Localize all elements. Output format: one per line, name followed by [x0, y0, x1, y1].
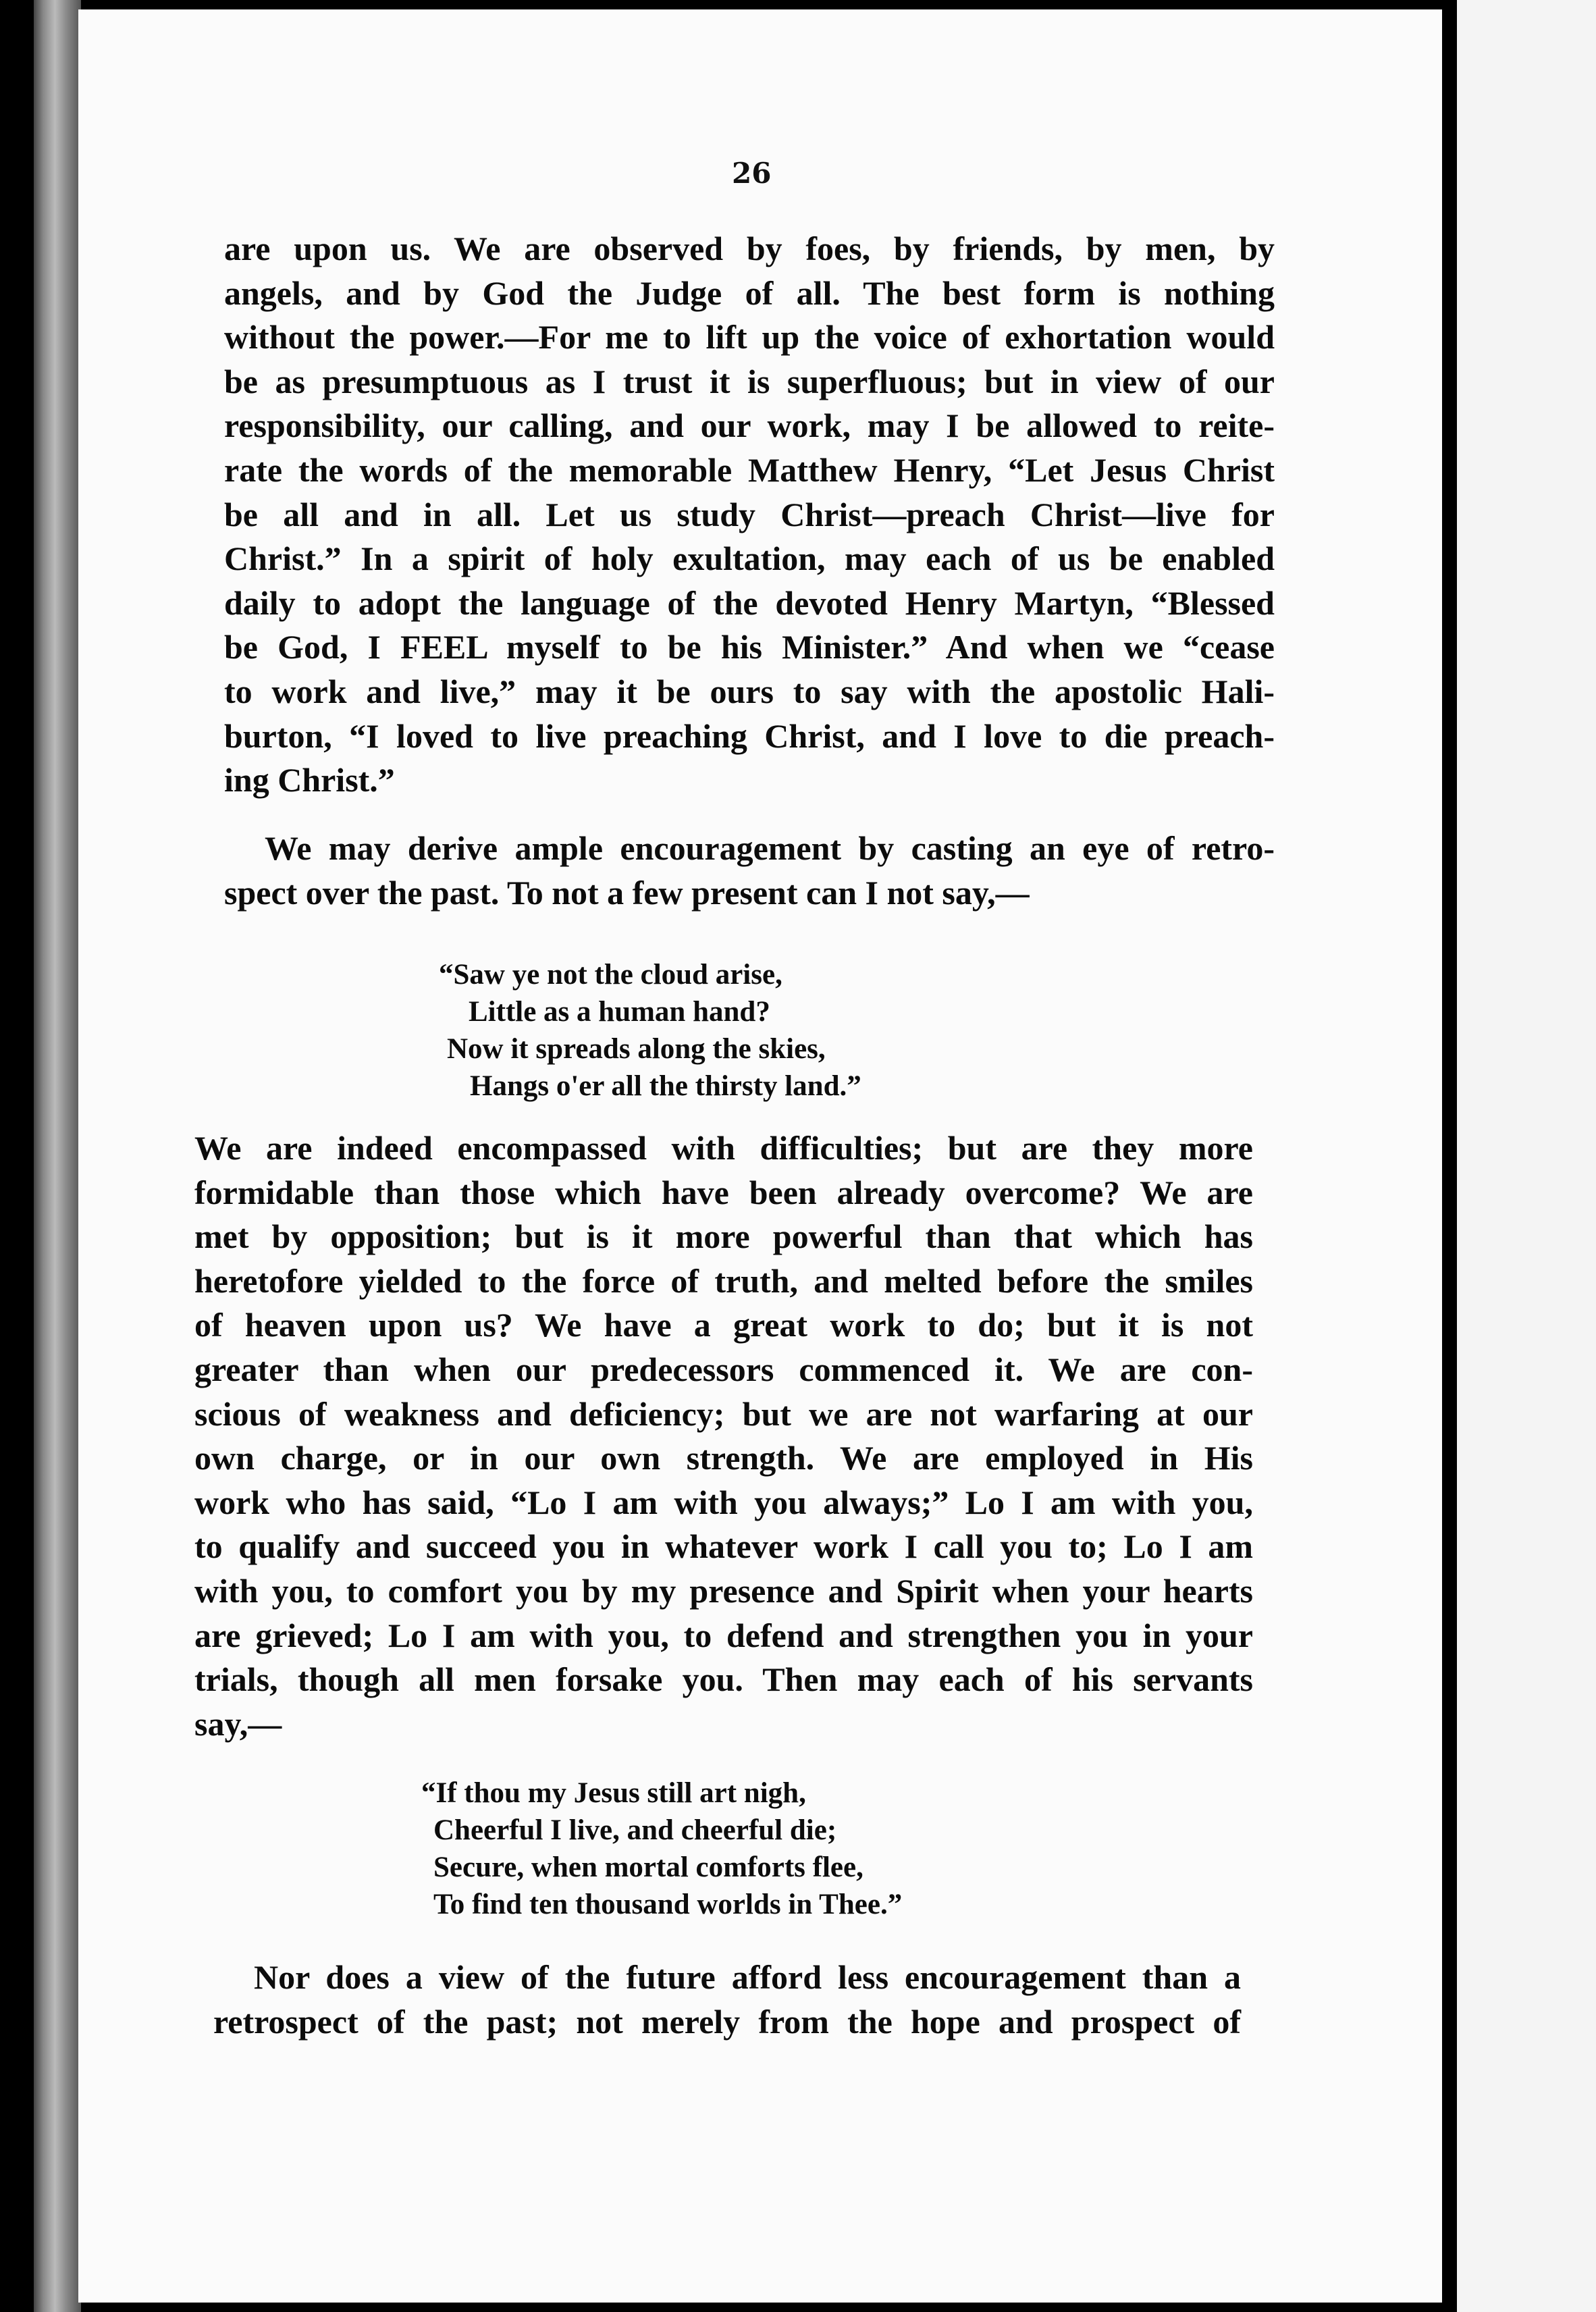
- text-line: be all and in all. Let us study Christ—preach Christ—live for: [224, 495, 1275, 533]
- text-line: greater than when our predecessors commenced it. We are con-: [194, 1350, 1253, 1388]
- paragraph-2: [224, 826, 1275, 915]
- poem-verse: Little as a human hand?: [469, 996, 770, 1028]
- poem-verse: Now it spreads along the skies,: [447, 1033, 826, 1065]
- text-line: to work and live,” may it be ours to say with the apostolic Hali-: [224, 672, 1275, 710]
- poem-quotation-1: [439, 956, 861, 1105]
- text-line: without the power.—For me to lift up the voice of exhortation would: [224, 318, 1275, 357]
- text-line: Nor does a view of the future afford less encouragement than a: [254, 1958, 1241, 1996]
- text-line: heretofore yielded to the force of truth, and melted before the smiles: [194, 1261, 1253, 1300]
- text-line: burton, “I loved to live preaching Christ, and I love to die preach-: [224, 716, 1275, 755]
- text-line: scious of weakness and deficiency; but we are not warfaring at our: [194, 1394, 1253, 1433]
- text-line: We are indeed encompassed with difficulties; but are they more: [194, 1129, 1253, 1167]
- text-line: to qualify and succeed you in whatever work I call you to; Lo I am: [194, 1527, 1253, 1566]
- text-line: daily to adopt the language of the devoted Henry Martyn, “Blessed: [224, 583, 1275, 622]
- poem-verse: “Saw ye not the cloud arise,: [439, 959, 782, 991]
- text-line: responsibility, our calling, and our work, may I be allowed to reite-: [224, 406, 1275, 445]
- text-line: ing Christ.”: [224, 761, 395, 799]
- text-line: work who has said, “Lo I am with you always;” Lo I am with you,: [194, 1483, 1253, 1521]
- text-line: met by opposition; but is it more powerful than that which has: [194, 1217, 1253, 1256]
- facing-page-edge: [1457, 0, 1596, 2312]
- text-line: Christ.” In a spirit of holy exultation, may each of us be enabled: [224, 540, 1275, 578]
- text-line: are upon us. We are observed by foes, by friends, by men, by: [224, 230, 1275, 267]
- text-line: say,—: [194, 1704, 282, 1743]
- text-line: retrospect of the past; not merely from the hope and prospect of: [213, 2002, 1241, 2041]
- text-line: be God, I FEEL myself to be his Minister.” And when we “cease: [224, 628, 1275, 666]
- poem-verse: Hangs o'er all the thirsty land.”: [470, 1070, 861, 1102]
- page-number: 26: [732, 157, 772, 190]
- paragraph-1: [224, 227, 1275, 803]
- poem-verse: Secure, when mortal comforts flee,: [433, 1851, 863, 1883]
- text-line: are grieved; Lo I am with you, to defend and strengthen you in your: [194, 1616, 1253, 1654]
- text-line: spect over the past. To not a few present can I not say,—: [224, 873, 1030, 912]
- poem-verse: To find ten thousand worlds in Thee.”: [433, 1889, 903, 1920]
- text-line: We may derive ample encouragement by casting an eye of retro-: [265, 829, 1275, 867]
- text-line: own charge, or in our own strength. We are employed in His: [194, 1439, 1253, 1477]
- poem-quotation-2: [421, 1775, 902, 1923]
- page-gutter: [1442, 0, 1457, 2312]
- book-spine-edge: [34, 0, 81, 2312]
- poem-verse: Cheerful I live, and cheerful die;: [433, 1814, 837, 1846]
- paragraph-4: [213, 1955, 1241, 2044]
- text-line: trials, though all men forsake you. Then may each of his servants: [194, 1660, 1253, 1699]
- text-line: with you, to comfort you by my presence and Spirit when your hearts: [194, 1571, 1253, 1610]
- text-line: be as presumptuous as I trust it is superfluous; but in view of our: [224, 362, 1275, 400]
- poem-verse: “If thou my Jesus still art nigh,: [421, 1777, 806, 1809]
- paragraph-3: [194, 1126, 1253, 1746]
- text-line: rate the words of the memorable Matthew Henry, “Let Jesus Christ: [224, 450, 1275, 489]
- text-line: of heaven upon us? We have a great work to do; but it is not: [194, 1306, 1253, 1344]
- text-line: angels, and by God the Judge of all. The best form is nothing: [224, 273, 1275, 312]
- text-line: formidable than those which have been already overcome? We are: [194, 1173, 1253, 1211]
